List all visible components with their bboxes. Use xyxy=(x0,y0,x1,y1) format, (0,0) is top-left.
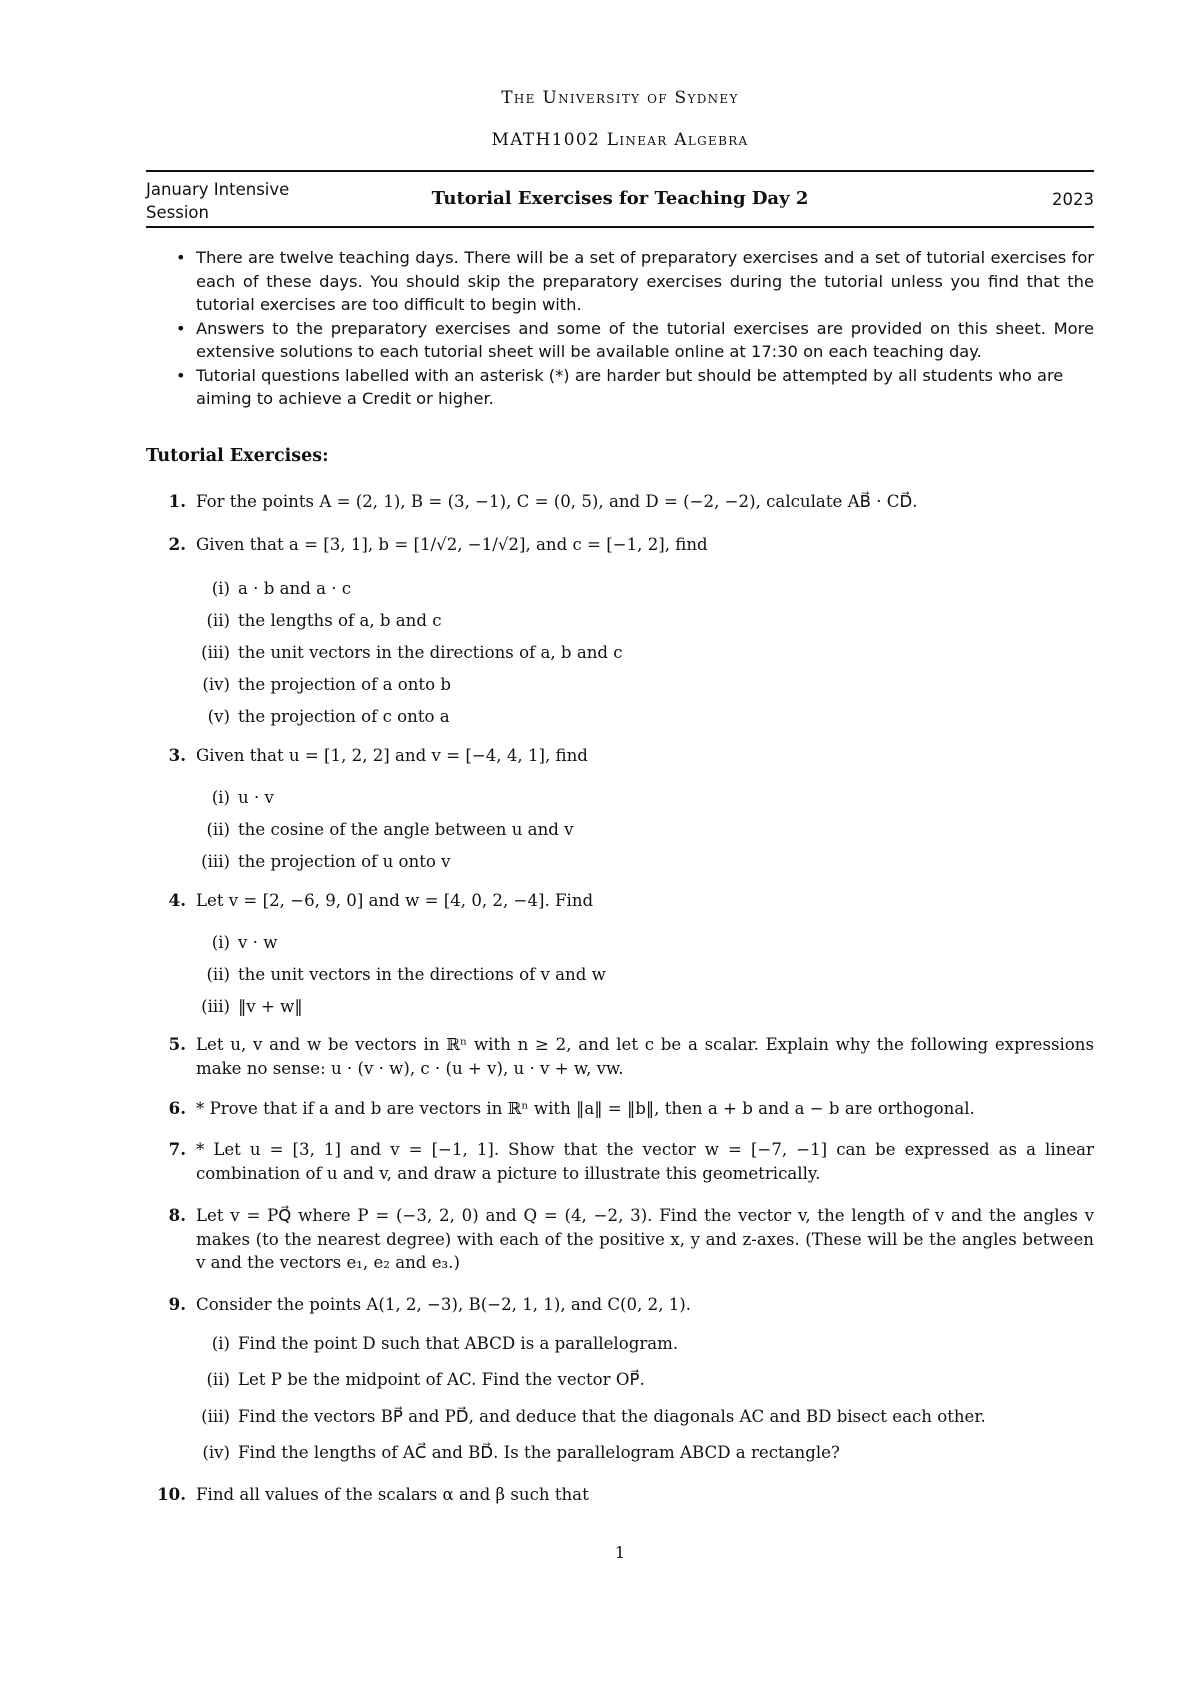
question-2 xyxy=(146,533,1094,557)
sub-text: a · b and a · c xyxy=(238,579,352,598)
question-text: Given that a = [3, 1], b = [1/√2, −1/√2], and c = [−1, 2], find xyxy=(196,535,708,554)
question-number: 4. xyxy=(168,890,186,910)
sub-question xyxy=(196,1405,1094,1429)
sub-text: u · v xyxy=(238,788,274,807)
sub-number: (i) xyxy=(211,1334,230,1353)
question-8 xyxy=(146,1204,1094,1275)
university-name: The University of Sydney xyxy=(501,88,739,108)
question-number: 3. xyxy=(168,745,186,765)
sub-number: (ii) xyxy=(206,1370,230,1389)
sub-text: the cosine of the angle between u and v xyxy=(238,820,574,839)
sub-text: the projection of a onto b xyxy=(238,675,451,694)
sub-question xyxy=(196,995,1094,1019)
question-number: 8. xyxy=(168,1205,186,1225)
sub-text: the projection of u onto v xyxy=(238,852,451,871)
sub-number: (iv) xyxy=(202,1443,230,1462)
question-text: * Let u = [3, 1] and v = [−1, 1]. Show that the vector w = [−7, −1] can be expressed as a linear combination of u and v, and draw a picture to illustrate this geometrically. xyxy=(196,1140,1094,1183)
sub-question xyxy=(196,931,1094,955)
bullet-icon: • xyxy=(176,318,186,338)
sub-number: (iii) xyxy=(201,1407,230,1426)
section-heading: Tutorial Exercises: xyxy=(146,446,329,466)
sub-text: Find the point D such that ABCD is a parallelogram. xyxy=(238,1334,679,1353)
course-title: MATH1002 Linear Algebra xyxy=(491,130,749,150)
sub-text: the projection of c onto a xyxy=(238,707,450,726)
sub-number: (iii) xyxy=(201,852,230,871)
question-1 xyxy=(146,490,1094,514)
page-number: 1 xyxy=(614,1543,626,1562)
header-bottom-rule xyxy=(146,226,1094,228)
bullet-icon: • xyxy=(176,248,186,267)
sheet-title: Tutorial Exercises for Teaching Day 2 xyxy=(431,188,809,209)
document-page xyxy=(146,0,1094,1698)
question-text: Let u, v and w be vectors in ℝⁿ with n ≥ 2, and let c be a scalar. Explain why the following expressions make no sense: u · (v · w), c · (u + v), u · v + w, vw. xyxy=(196,1035,1094,1078)
sub-text: v · w xyxy=(238,933,278,952)
bullet-icon: • xyxy=(176,365,186,385)
question-number: 2. xyxy=(168,534,186,554)
sub-question xyxy=(196,705,1094,729)
header-top-rule xyxy=(146,170,1094,172)
question-text: Let v = [2, −6, 9, 0] and w = [4, 0, 2, −4]. Find xyxy=(196,891,594,910)
question-number: 9. xyxy=(168,1294,186,1314)
sub-question xyxy=(196,609,1094,633)
sub-number: (v) xyxy=(207,707,230,726)
sub-number: (iii) xyxy=(201,643,230,662)
sub-question xyxy=(196,850,1094,874)
sub-text: Find the vectors BP⃗ and PD⃗, and deduce that the diagonals AC and BD bisect each other. xyxy=(238,1407,986,1426)
question-7 xyxy=(146,1138,1094,1185)
session-line-1: January Intensive xyxy=(146,180,290,199)
instruction-item: • Answers to the preparatory exercises and some of the tutorial exercises are provided on this sheet. More extensive solutions to each tutorial sheet will be available online at 17:30 on each teaching day. xyxy=(176,318,1094,361)
sub-number: (i) xyxy=(211,933,230,952)
sub-number: (iii) xyxy=(201,997,230,1016)
sub-question xyxy=(196,1368,1094,1392)
question-3 xyxy=(146,744,1094,768)
question-10 xyxy=(146,1483,1094,1507)
sub-text: the unit vectors in the directions of a, b and c xyxy=(238,643,623,662)
sub-number: (ii) xyxy=(206,611,230,630)
sub-number: (ii) xyxy=(206,965,230,984)
sub-text: the unit vectors in the directions of v and w xyxy=(238,965,606,984)
sub-question xyxy=(196,673,1094,697)
sub-question xyxy=(196,818,1094,842)
sub-number: (i) xyxy=(211,788,230,807)
sub-question xyxy=(196,641,1094,665)
session-line-2: Session xyxy=(146,203,209,222)
question-number: 5. xyxy=(168,1034,186,1054)
question-text: * Prove that if a and b are vectors in ℝⁿ with ‖a‖ = ‖b‖, then a + b and a − b are orthogonal. xyxy=(196,1099,975,1118)
sub-question xyxy=(196,786,1094,810)
sub-question xyxy=(196,577,1094,601)
sub-question xyxy=(196,1332,1094,1356)
sub-text: Let P be the midpoint of AC. Find the vector OP⃗. xyxy=(238,1370,645,1389)
sub-question xyxy=(196,1441,1094,1465)
question-number: 7. xyxy=(168,1139,186,1159)
sub-question xyxy=(196,963,1094,987)
question-text: For the points A = (2, 1), B = (3, −1), C = (0, 5), and D = (−2, −2), calculate AB⃗ · CD⃗. xyxy=(196,492,918,511)
sub-text: ‖v + w‖ xyxy=(238,997,303,1016)
question-text: Consider the points A(1, 2, −3), B(−2, 1, 1), and C(0, 2, 1). xyxy=(196,1295,692,1314)
question-4 xyxy=(146,889,1094,913)
instruction-item: • There are twelve teaching days. There will be a set of preparatory exercises and a set of tutorial exercises for each of these days. You should skip the preparatory exercises during the tutorial unless you find that the tutorial exercises are too difficult to begin with. xyxy=(176,248,1094,314)
question-text: Let v = PQ⃗ where P = (−3, 2, 0) and Q = (4, −2, 3). Find the vector v, the length of v and the angles v makes (to the nearest degree) with each of the positive x, y and z-axes. (These will be the angles between v and the vectors e₁, e₂ and e₃.) xyxy=(196,1206,1094,1272)
question-text: Given that u = [1, 2, 2] and v = [−4, 4, 1], find xyxy=(196,746,588,765)
question-text: Find all values of the scalars α and β such that xyxy=(196,1485,589,1504)
instruction-item: • Tutorial questions labelled with an asterisk (*) are harder but should be attempted by all students who are aiming to achieve a Credit or higher. xyxy=(176,365,1064,408)
question-number: 6. xyxy=(168,1098,186,1118)
question-5 xyxy=(146,1033,1094,1080)
question-number: 1. xyxy=(168,491,186,511)
sub-number: (ii) xyxy=(206,820,230,839)
question-6 xyxy=(146,1097,1094,1121)
year: 2023 xyxy=(1052,190,1094,209)
question-number: 10. xyxy=(157,1484,186,1504)
instructions-list xyxy=(146,246,1094,411)
sub-number: (i) xyxy=(211,579,230,598)
sub-text: Find the lengths of AC⃗ and BD⃗. Is the parallelogram ABCD a rectangle? xyxy=(238,1443,840,1462)
sub-text: the lengths of a, b and c xyxy=(238,611,442,630)
sub-number: (iv) xyxy=(202,675,230,694)
question-9 xyxy=(146,1293,1094,1317)
